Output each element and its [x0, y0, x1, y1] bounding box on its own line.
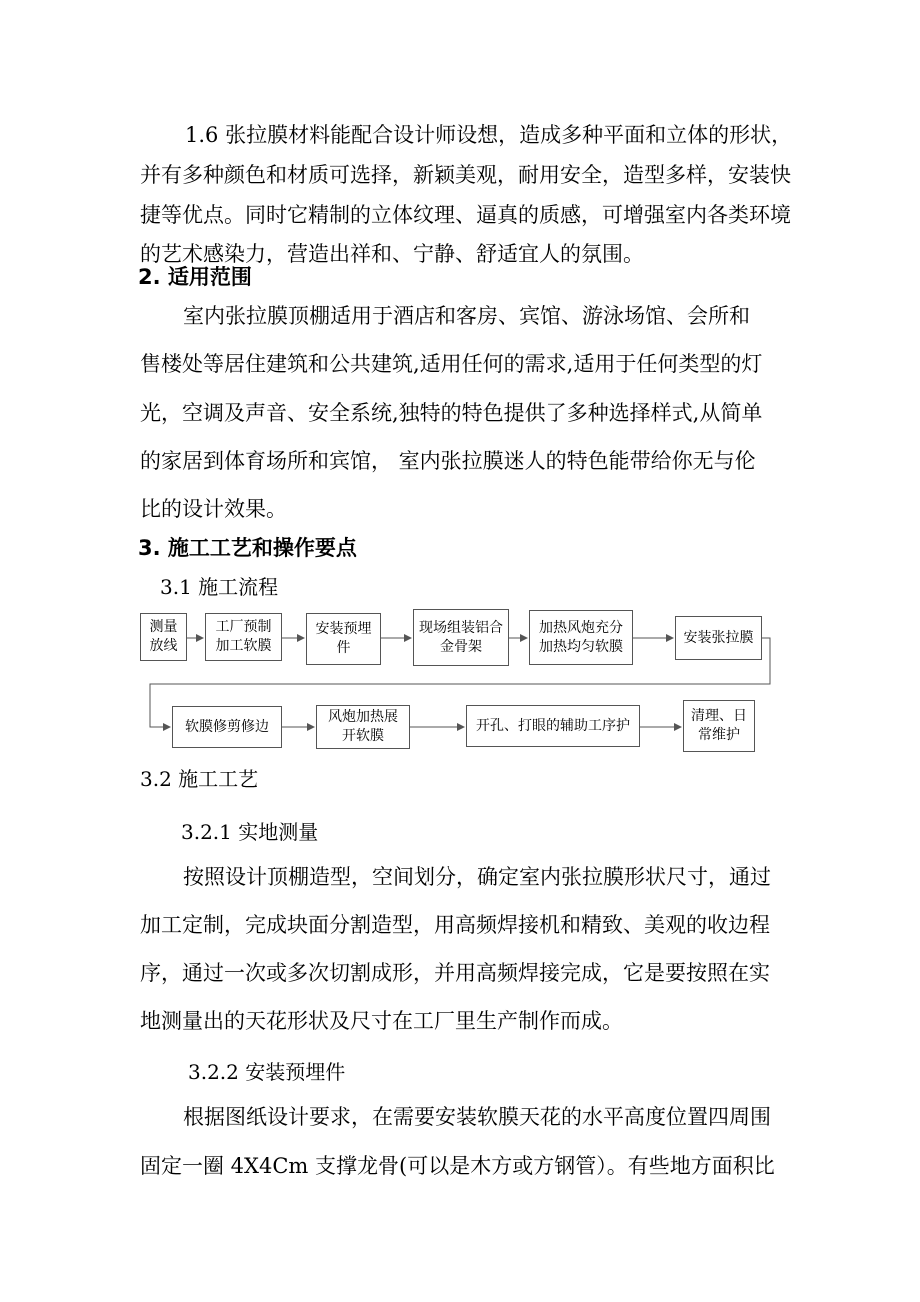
flow-step-3: 安装预埋 件 [306, 613, 381, 665]
subsection-3-2-title: 3.2 施工工艺 [140, 767, 259, 791]
flow-step-5: 加热风炮充分 加热均匀软膜 [529, 610, 633, 665]
para-3-2-1-line-3: 序，通过一次或多次切割成形，并用高频焊接完成，它是要按照在实 [140, 961, 770, 985]
para-3-2-1-line-4: 地测量出的天花形状及尺寸在工厂里生产制作而成。 [140, 1009, 623, 1033]
section-2-line-5: 比的设计效果。 [140, 497, 287, 521]
flow-step-4: 现场组装铝合 金骨架 [413, 609, 509, 666]
para-1-6-line-2: 并有多种颜色和材质可选择，新颖美观，耐用安全，造型多样，安装快 [140, 163, 791, 187]
subsection-3-1-title: 3.1 施工流程 [160, 575, 279, 599]
section-2-line-4: 的家居到体育场所和宾馆， 室内张拉膜迷人的特色能带给你无与伦 [140, 449, 756, 473]
flow-step-8: 风炮加热展 开软膜 [316, 705, 410, 749]
flow-step-7: 软膜修剪修边 [172, 706, 282, 748]
para-3-2-1-line-1: 按照设计顶棚造型，空间划分，确定室内张拉膜形状尺寸，通过 [183, 865, 771, 889]
flow-step-2: 工厂预制 加工软膜 [205, 613, 282, 661]
para-3-2-2-line-1: 根据图纸设计要求，在需要安装软膜天花的水平高度位置四周围 [183, 1105, 771, 1129]
para-3-2-1-line-2: 加工定制，完成块面分割造型，用高频焊接机和精致、美观的收边程 [140, 913, 770, 937]
subsection-3-2-2-title: 3.2.2 安装预埋件 [188, 1060, 346, 1084]
para-1-6-line-4: 的艺术感染力，营造出祥和、宁静、舒适宜人的氛围。 [140, 242, 644, 266]
section-2-line-1: 室内张拉膜顶棚适用于酒店和客房、宾馆、游泳场馆、会所和 [183, 304, 750, 328]
section-3-heading: 3. 施工工艺和操作要点 [138, 536, 357, 560]
flow-step-10: 清理、日 常维护 [683, 700, 755, 752]
subsection-3-2-1-title: 3.2.1 实地测量 [181, 820, 319, 844]
section-2-line-2: 售楼处等居住建筑和公共建筑,适用任何的需求,适用于任何类型的灯 [140, 352, 763, 376]
flow-step-9: 开孔、打眼的辅助工序护 [466, 705, 640, 747]
section-2-line-3: 光，空调及声音、安全系统,独特的特色提供了多种选择样式,从简单 [140, 401, 763, 425]
flow-step-6: 安装张拉膜 [675, 616, 762, 660]
section-2-heading: 2. 适用范围 [138, 265, 252, 289]
para-3-2-2-line-2: 固定一圈 4X4Cm 支撑龙骨(可以是木方或方钢管）。有些地方面积比 [140, 1154, 775, 1178]
para-1-6-line-3: 捷等优点。同时它精制的立体纹理、逼真的质感，可增强室内各类环境 [140, 203, 791, 227]
para-1-6-line-1: 1.6 张拉膜材料能配合设计师设想，造成多种平面和立体的形状， [185, 123, 793, 147]
flow-step-1: 测量 放线 [140, 613, 187, 661]
